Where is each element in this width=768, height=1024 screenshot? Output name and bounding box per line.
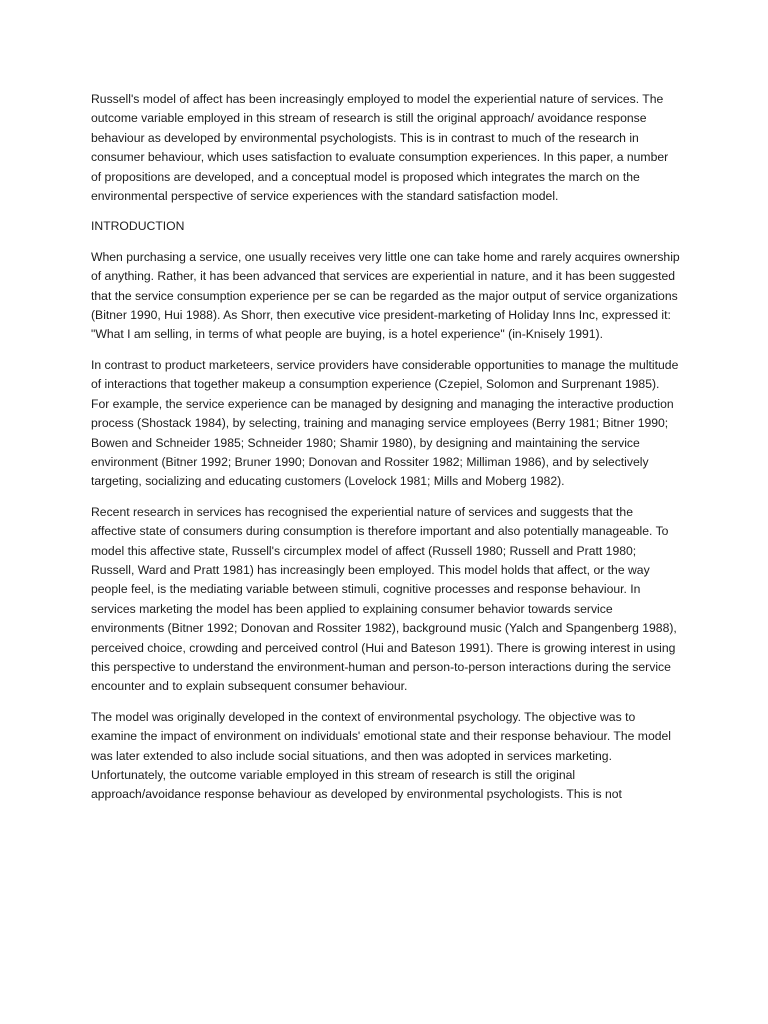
body-paragraph-2: In contrast to product marketeers, service providers have considerable opportunities to manage the multitude of interactions that together makeup a consumption experience (Czepiel, Solomon and Surprenant 1985). For example, the service experience can be managed by designing and managing the interactive production process (Shostack 1984), by selecting, training and managing service employees (Berry 1981; Bitner 1990; Bowen and Schneider 1985; Schneider 1980; Shamir 1980), by designing and maintaining the service environment (Bitner 1992; Bruner 1990; Donovan and Rossiter 1982; Milliman 1986), and by selectively targeting, socializing and educating customers (Lovelock 1981; Mills and Moberg 1982). <box>91 357 679 489</box>
body-paragraph-4: The model was originally developed in the context of environmental psychology. The objective was to examine the impact of environment on individuals' emotional state and their response behaviour. The model was later extended to also include social situations, and then was adopted in services marketing. Unfortunately, the outcome variable employed in this stream of research is still the original approach/avoidance response behaviour as developed by environmental psychologists. This is not <box>91 709 671 802</box>
body-paragraph-1: When purchasing a service, one usually receives very little one can take home and rarely acquires ownership of anything. Rather, it has been advanced that services are experiential in nature, and it has been suggested that the service consumption experience per se can be regarded as the major output of service organizations (Bitner 1990, Hui 1988). As Shorr, then executive vice president-marketing of Holiday Inns Inc, expressed it: "What I am selling, in terms of what people are buying, is a hotel experience" (in-Knisely 1991). <box>91 249 680 342</box>
document-page <box>91 90 681 816</box>
section-heading-introduction: INTRODUCTION <box>91 219 185 234</box>
body-paragraph-3: Recent research in services has recognised the experiential nature of services and suggests that the affective state of consumers during consumption is therefore important and also potentially manageable. To model this affective state, Russell's circumplex model of affect (Russell 1980; Russell and Pratt 1980; Russell, Ward and Pratt 1981) has increasingly been employed. This model holds that affect, or the way people feel, is the mediating variable between stimuli, cognitive processes and response behaviour. In services marketing the model has been applied to explaining consumer behavior towards service environments (Bitner 1992; Donovan and Rossiter 1982), background music (Yalch and Spangenberg 1988), perceived choice, crowding and perceived control (Hui and Bateson 1991). There is growing interest in using this perspective to understand the environment-human and person-to-person interactions during the service encounter and to explain subsequent consumer behaviour. <box>91 504 677 694</box>
abstract-paragraph: Russell's model of affect has been increasingly employed to model the experiential nature of services. The outcome variable employed in this stream of research is still the original approach/ avoidance response behaviour as developed by environmental psychologists. This is in contrast to much of the research in consumer behaviour, which uses satisfaction to evaluate consumption experiences. In this paper, a number of propositions are developed, and a conceptual model is proposed which integrates the march on the environmental perspective of service experiences with the standard satisfaction model. <box>91 92 669 204</box>
